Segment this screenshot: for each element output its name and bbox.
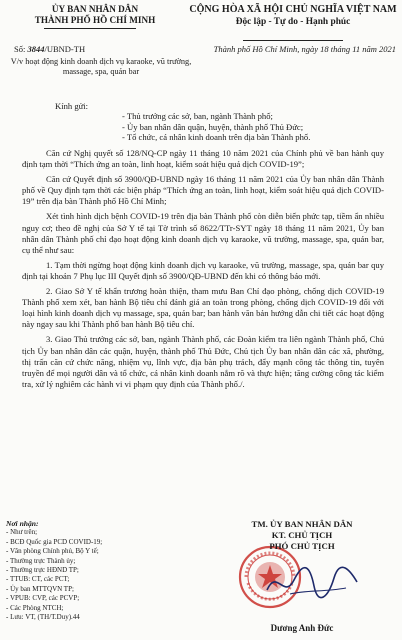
issuer-underline xyxy=(44,28,136,29)
body-paragraph: Căn cứ Nghị quyết số 128/NQ-CP ngày 11 tháng 10 năm 2021 của Chính phủ về ban hành quy định tạm thời “Thích ứng an toàn, linh hoạt, kiểm soát hiệu quả dịch COVID-19”; xyxy=(22,148,384,170)
signer-position: PHÓ CHỦ TỊCH xyxy=(269,541,335,551)
doc-number-prefix: Số: xyxy=(14,44,26,54)
distribution-item: - VPUB: CVP, các PCVP; xyxy=(6,594,80,603)
motto-underline xyxy=(243,40,343,41)
issuer-block xyxy=(6,4,184,26)
recipient-item: - Ủy ban nhân dân quận, huyện, thành phố Thủ Đức; xyxy=(122,121,304,132)
document-subject: V/v hoạt động kinh doanh dịch vụ karaoke, vũ trường, massage, spa, quán bar xyxy=(10,57,192,77)
body-paragraph: 3. Giao Thủ trưởng các sở, ban, ngành Thành phố, các Đoàn kiểm tra liên ngành Thành phố, Chủ tịch Ủy ban nhân dân các quận, huyện, thành phố Thủ Đức, Chủ tịch Ủy ban nhân dân các xã, phường, thị trấn căn cứ chức năng, nhiệm vụ, lĩnh vực, địa bàn phụ trách, đẩy mạnh công tác thông tin, tuyên truyền để mọi người dân và tổ chức, cá nhân kinh doanh nắm rõ và thực hiện; tăng cường công tác kiểm tra, xử lý nghiêm các hành vi vi phạm quy định của Thành phố./. xyxy=(22,334,384,389)
doc-number-value: 3844 xyxy=(27,44,45,54)
distribution-item: - Các Phòng NTCH; xyxy=(6,603,64,612)
body-paragraph: 2. Giao Sở Y tế khẩn trương hoàn thiện, tham mưu Ban Chỉ đạo phòng, chống dịch COVID-19 Thành phố xem xét, ban hành Bộ tiêu chí đánh giá an toàn trong phòng, chống dịch COVID-19 đối với loại hình kinh doanh dịch vụ massage, spa, quán bar; ban hành văn bản hướng dẫn chi tiết các hoạt động này ngay sau khi Thành phố ban hành Bộ tiêu chí. xyxy=(22,286,384,330)
date-line: Thành phố Hồ Chí Minh, ngày 18 tháng 11 năm 2021 xyxy=(213,44,396,54)
body-paragraph: Xét tình hình dịch bệnh COVID-19 trên địa bàn Thành phố còn diễn biến phức tạp, tiềm ẩn nhiều nguy cơ; theo đề nghị của Sở Y tế tại Tờ trình số 8622/TTr-SYT ngày 18 tháng 11 năm 2021, Ủy ban nhân dân Thành phố chỉ đạo hoạt động kinh doanh dịch vụ karaoke, vũ trường, massage, spa, quán bar, cụ thể như sau: xyxy=(22,211,384,255)
recipients-list xyxy=(122,111,310,143)
distribution-item: - TTUB: CT, các PCT; xyxy=(6,575,70,584)
body-paragraph: Căn cứ Quyết định số 3900/QĐ-UBND ngày 16 tháng 11 năm 2021 của Ủy ban nhân dân Thành phố về Quy định tạm thời các biện pháp “Thích ứng an toàn, linh hoạt, kiểm soát hiệu quả dịch COVID-19” trên địa bàn Thành phố Hồ Chí Minh; xyxy=(22,174,384,207)
distribution-list xyxy=(6,519,102,622)
nation-block xyxy=(188,4,398,29)
distribution-item: - Ủy ban MTTQVN TP; xyxy=(6,584,74,593)
issuer-line-1: ỦY BAN NHÂN DÂN xyxy=(51,4,139,14)
signature-block xyxy=(222,519,382,633)
body-paragraph: 1. Tạm thời ngừng hoạt động kinh doanh dịch vụ karaoke, vũ trường, massage, spa, quán bar quy định tại khoản 7 Phụ lục III Quyết định số 3900/QĐ-UBND đến khi có thông báo mới. xyxy=(22,259,384,281)
nation-motto: Độc lập - Tự do - Hạnh phúc xyxy=(235,17,351,27)
signer-authority: KT. CHỦ TỊCH xyxy=(271,530,333,540)
distribution-item: - BCĐ Quốc gia PCD COVID-19; xyxy=(6,537,103,546)
recipients-label: Kính gửi: xyxy=(55,101,89,111)
distribution-item: - Như trên; xyxy=(6,528,38,537)
recipient-item: - Thủ trưởng các sở, ban, ngành Thành phố; xyxy=(122,111,273,121)
nation-title: CỘNG HÒA XÃ HỘI CHỦ NGHĨA VIỆT NAM xyxy=(189,4,397,15)
distribution-item: - Thường trực HĐND TP; xyxy=(6,566,79,575)
recipient-item: - Tổ chức, cá nhân kinh doanh trên địa bàn Thành phố. xyxy=(122,132,311,143)
handwritten-signature-icon xyxy=(262,560,362,605)
document-body xyxy=(22,148,384,394)
distribution-item: - Lưu: VT, (TH/T.Duy).44 xyxy=(6,613,80,622)
document-number xyxy=(14,44,85,54)
issuer-line-2: THÀNH PHỐ HỒ CHÍ MINH xyxy=(34,15,156,25)
doc-number-suffix: /UBND-TH xyxy=(44,44,86,54)
distribution-item: - Văn phòng Chính phủ, Bộ Y tế; xyxy=(6,547,99,556)
signer-name: Dương Anh Đức xyxy=(270,623,334,633)
distribution-item: - Thường trực Thành ủy; xyxy=(6,556,76,565)
distribution-label: Nơi nhận: xyxy=(6,519,39,528)
signer-org-title: TM. ỦY BAN NHÂN DÂN xyxy=(251,519,353,529)
